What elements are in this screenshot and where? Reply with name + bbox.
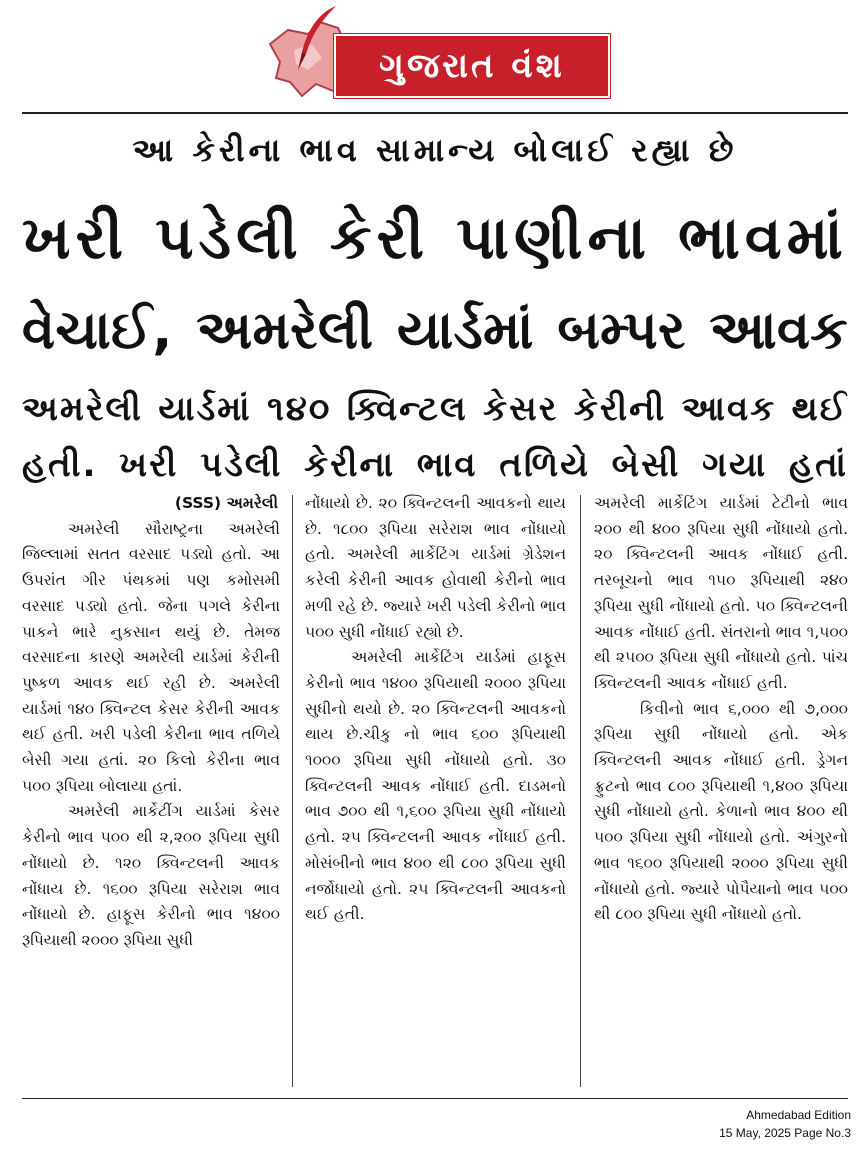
subhead-line-2: હતી. ખરી પડેલી કેરીના ભાવ તળિયે બેસી ગયા હતાં bbox=[22, 445, 848, 485]
article-body bbox=[22, 491, 848, 1094]
footer-divider bbox=[22, 1098, 848, 1099]
paragraph: અમરેલી માર્કેટીંગ યાર્ડમાં કેસર કેરીનો ભાવ ૫૦૦ થી ૨,૨૦૦ રૂપિયા સુધી નોંધાયો છે. ૧૨૦ ક્વિન્ટલની આવક નોંધાય છે. ૧૬૦૦ રૂપિયા સરેરાશ ભાવ નોંધાયો છે. હાફૂસ કેરીનો ભાવ ૧૪૦૦ રૂપિયાથી ૨૦૦૦ રૂપિયા સુધી bbox=[22, 802, 280, 949]
edition-date-page: 15 May, 2025 Page No.3 bbox=[719, 1126, 851, 1140]
paragraph: અમરેલી માર્કેટિંગ યાર્ડમાં ટેટીનો ભાવ ૨૦૦ થી ૪૦૦ રૂપિયા સુધી નોંધાયો હતો. ૨૦ ક્વિન્ટલની આવક નોંધાઈ હતી. તરબૂચનો ભાવ ૧૫૦ રૂપિયાથી ૨૪૦ રૂપિયા સુધી નોંધાયો હતો. ૫૦ ક્વિન્ટલની આવક નોંધાઈ હતી. સંતરાનો ભાવ ૧,૫૦૦ થી ૨૫૦૦ રૂપિયા સુધી નોંધાયો હતો. પાંચ ક્વિન્ટલની આવક નોંધાઈ હતી. bbox=[594, 494, 848, 692]
column-divider bbox=[580, 495, 581, 1087]
article-column-2 bbox=[305, 491, 566, 1094]
brand-logo bbox=[334, 34, 610, 98]
subhead-line-1: અમરેલી યાર્ડમાં ૧૪૦ ક્વિન્ટલ કેસર કેરીની આવક થઈ bbox=[22, 389, 848, 429]
article-column-1 bbox=[22, 491, 280, 1094]
masthead bbox=[250, 4, 610, 100]
paragraph: અમરેલી માર્કેટિંગ યાર્ડમાં હાફૂસ કેરીનો ભાવ ૧૪૦૦ રૂપિયાથી ૨૦૦૦ રૂપિયા સુધીનો થયો છે. ૨૦ ક્વિન્ટલની આવકનો થાય છે.ચીકુ નો ભાવ ૬૦૦ રૂપિયાથી ૧૦૦૦ રૂપિયા સુધી નોંધાયો હતો. ૩૦ ક્વિન્ટલની આવક નોંધાઈ હતી. દાડમનો ભાવ ૭૦૦ થી ૧,૬૦૦ રૂપિયા સુધી નોંધાયો હતો. ૨૫ ક્વિન્ટલની આવક નોંધાઈ હતી. મોસંબીનો ભાવ ૪૦૦ થી ૮૦૦ રૂપિયા સુધી નર્જોધાયો હતો. ૨૫ ક્વિન્ટલની આવકનો થઈ હતી. bbox=[305, 648, 566, 924]
dateline: (SSS) અમરેલી bbox=[174, 494, 278, 512]
edition-info bbox=[719, 1106, 851, 1142]
headline-line-1: ખરી પડેલી કેરી પાણીના ભાવમાં bbox=[22, 203, 848, 272]
edition-name: Ahmedabad Edition bbox=[746, 1108, 851, 1122]
article-column-3 bbox=[594, 491, 848, 1094]
paragraph: નોંધાયો છે. ૨૦ ક્વિન્ટલની આવકનો થાય છે. ૧૮૦૦ રૂપિયા સરેરાશ ભાવ નોંધાયો હતો. અમરેલી માર્કેટિંગ યાર્ડમાં ગ્રેડેશન કરેલી કેરીની આવક હોવાથી કેરીનો ભાવ મળી રહે છે. જ્યારે ખરી પડેલી કેરીનો ભાવ ૫૦૦ સુધી નોંધાઈ રહ્યો છે. bbox=[305, 494, 566, 641]
column-divider bbox=[292, 495, 293, 1087]
masthead-divider bbox=[22, 112, 848, 114]
paragraph: કિવીનો ભાવ ૬,૦૦૦ થી ૭,૦૦૦ રૂપિયા સુધી નોંધાયો હતો. એક ક્વિન્ટલની આવક નોંધાઈ હતી. ડ્રેગન ફ્રુટનો ભાવ ૮૦૦ રૂપિયાથી ૧,૪૦૦ રૂપિયા સુધી નોંધાયો હતો. કેળાનો ભાવ ૪૦૦ થી ૫૦૦ રૂપિયા સુધી નોંધાયો હતો. અંગુરનો ભાવ ૧૬૦૦ રૂપિયાથી ૨૦૦૦ રૂપિયા સુધી નોંધાયો હતો. જ્યારે પોપૈયાનો ભાવ ૫૦૦ થી ૮૦૦ રૂપિયા સુધી નોંધાયો હતો. bbox=[594, 699, 848, 924]
brand-name: ગુજરાત વંશ bbox=[379, 46, 565, 86]
headline-line-2: વેચાઈ, અમરેલી યાર્ડમાં બમ્પર આવક bbox=[22, 300, 848, 361]
kicker-line: આ કેરીના ભાવ સામાન્ય બોલાઈ રહ્યા છે bbox=[132, 131, 738, 169]
quill-pen-icon bbox=[290, 4, 340, 74]
paragraph: અમરેલી સૌરાષ્ટ્રના અમરેલી જિલ્લામાં સતત વરસાદ પડ્યો હતો. આ ઉપરાંત ગીર પંથકમાં પણ કમોસમી વરસાદ પડ્યો હતો. જેના પગલે કેરીના પાકને ભારે નુકસાન થયું છે. તેમજ વરસાદના કારણે અમરેલી યાર્ડમાં કેરીની પુષ્કળ આવક થઈ રહી છે. અમરેલી યાર્ડમાં ૧૪૦ ક્વિન્ટલ કેસર કેરીની આવક થઈ હતી. ખરી પડેલી કેરીના ભાવ તળિયે બેસી ગયા હતાં. ૨૦ કિલો કેરીના ભાવ ૫૦૦ રૂપિયા બોલાયા હતાં. bbox=[22, 519, 280, 795]
